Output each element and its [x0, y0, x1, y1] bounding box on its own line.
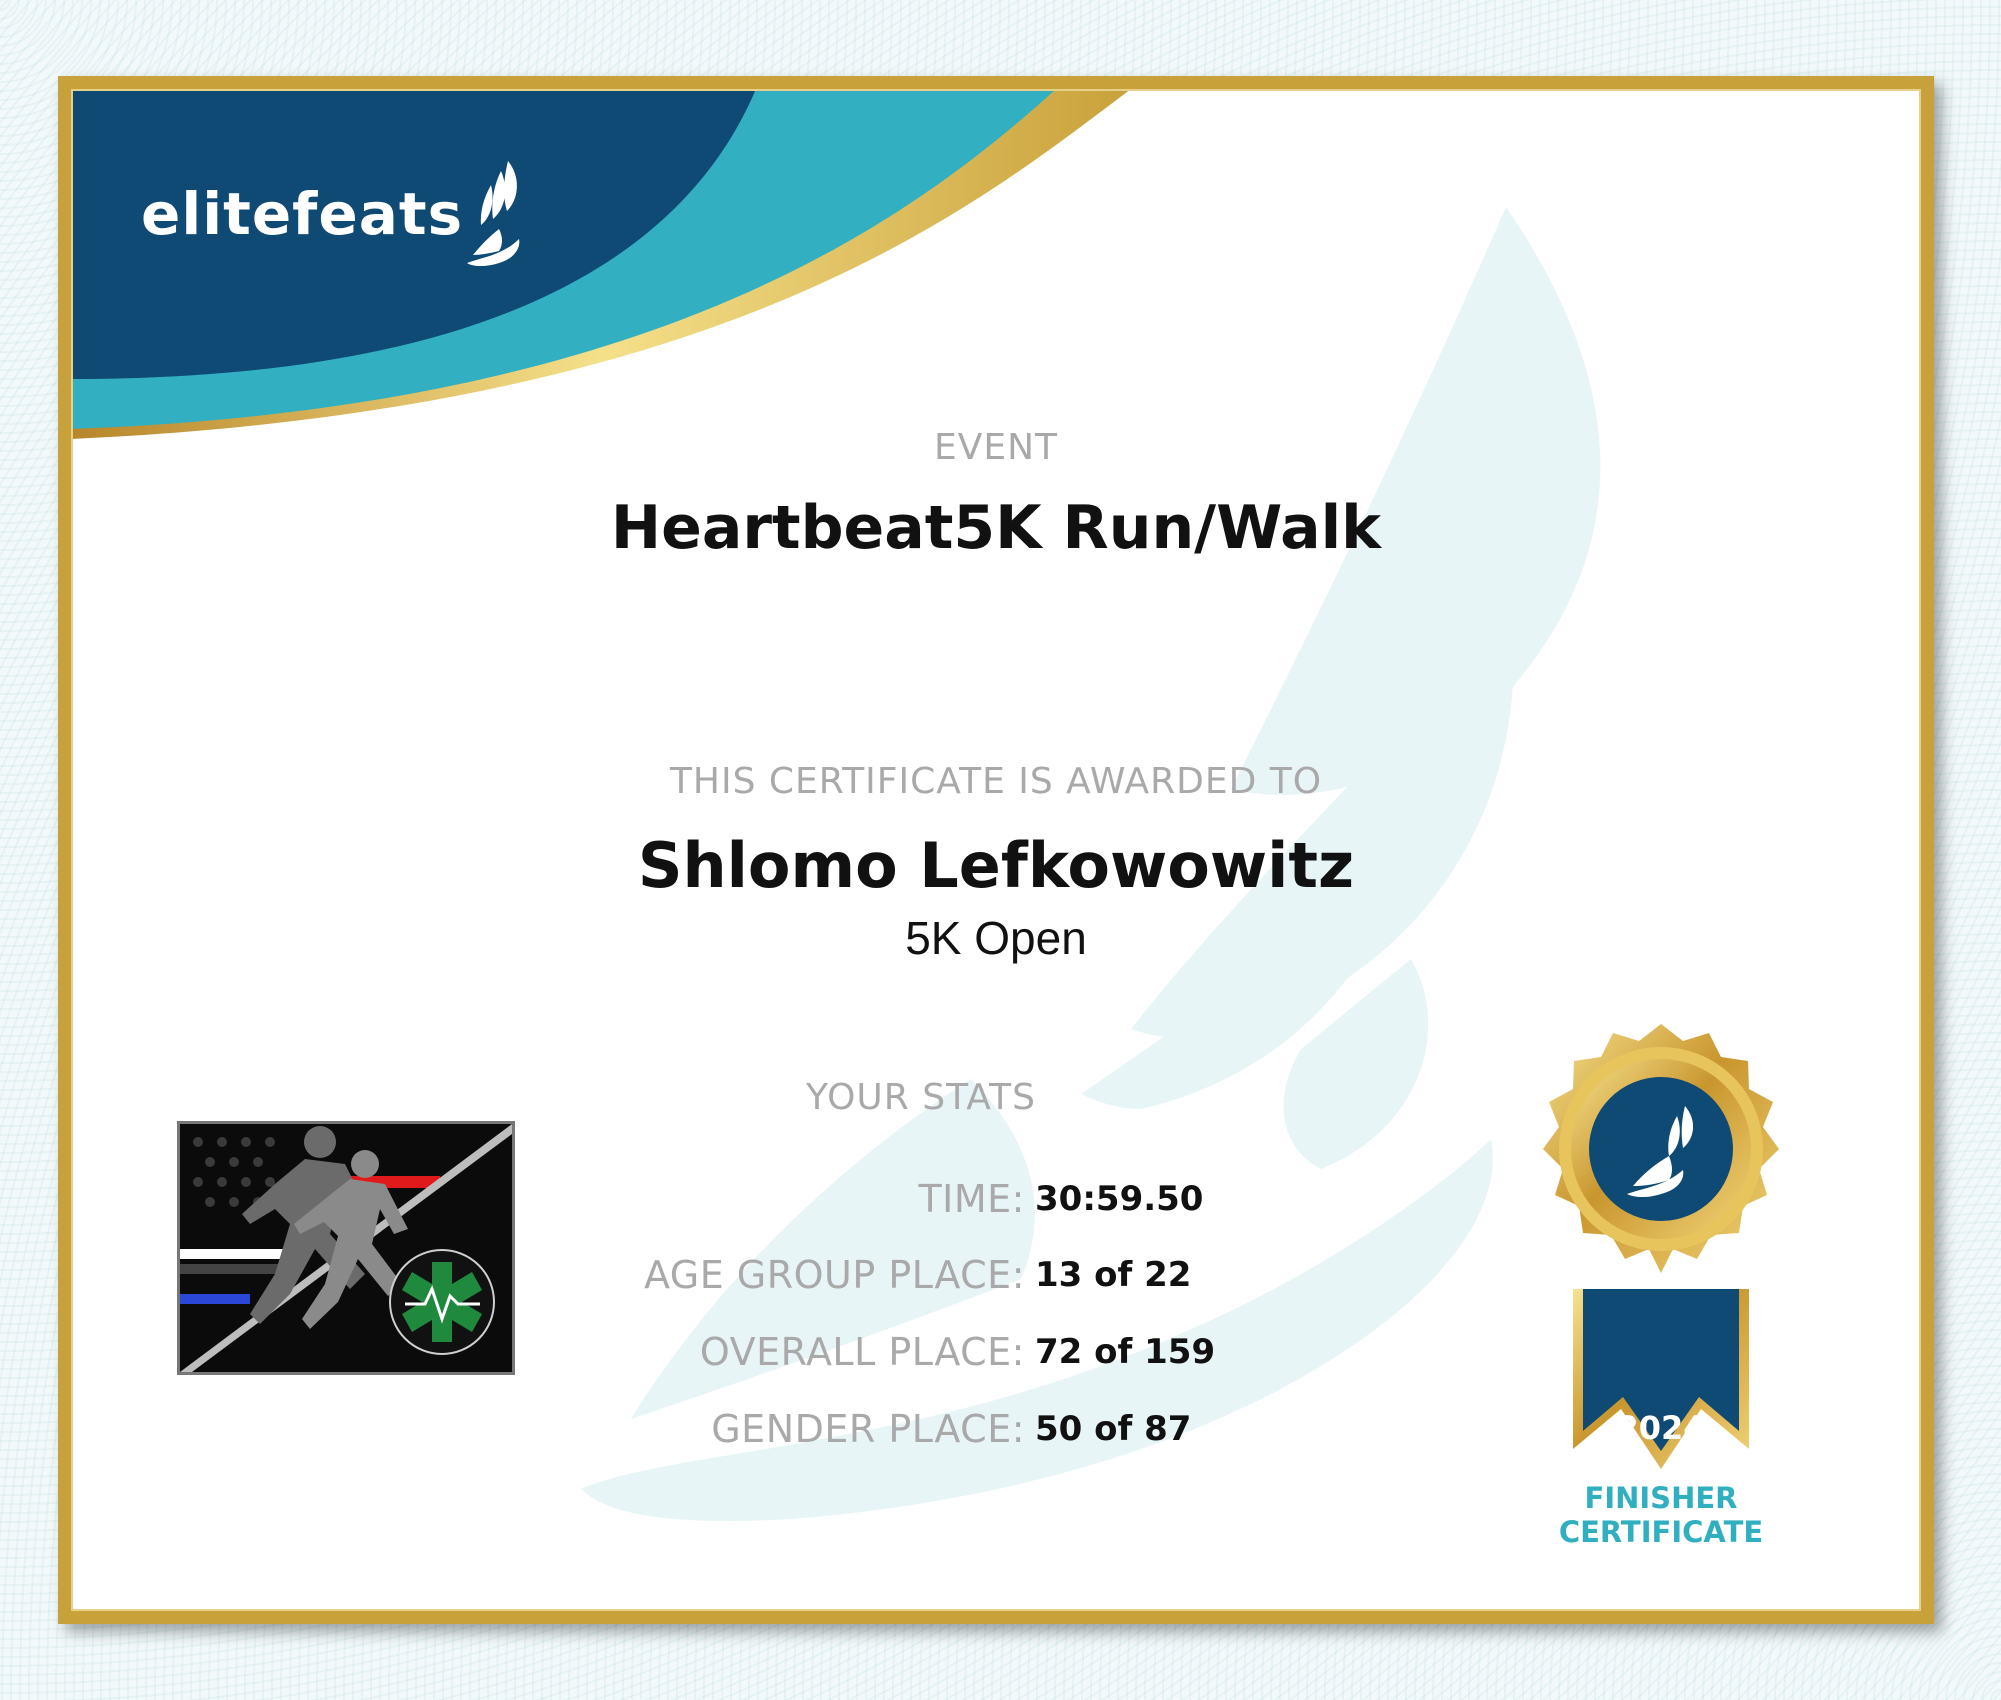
elitefeats-logo: [141, 159, 523, 269]
stat-value: 30:59.50: [1035, 1179, 1204, 1219]
recipient-name: Shlomo Lefkowowitz: [637, 829, 1355, 902]
division-label: 5K Open: [905, 912, 1087, 964]
finisher-caption-line1: FINISHER: [1584, 1481, 1738, 1515]
stat-value: 72 of 159: [1035, 1332, 1216, 1372]
stat-label: AGE GROUP PLACE:: [643, 1253, 1025, 1297]
winged-shoe-icon: [463, 159, 523, 269]
stat-label: TIME:: [918, 1177, 1025, 1221]
finisher-caption: [1501, 1481, 1821, 1549]
running-flag-logo-icon: [180, 1124, 512, 1372]
stats-title: YOUR STATS: [806, 1077, 1036, 1118]
medal-year: 2024: [1616, 1409, 1706, 1447]
stat-label: OVERALL PLACE:: [699, 1330, 1025, 1374]
event-label: EVENT: [933, 427, 1059, 468]
finisher-caption-line2: CERTIFICATE: [1558, 1515, 1764, 1549]
stat-value: 13 of 22: [1035, 1255, 1192, 1295]
stat-label: GENDER PLACE:: [711, 1407, 1025, 1451]
brand-name: elitefeats: [141, 180, 464, 248]
certificate: [58, 76, 1934, 1624]
stat-value: 50 of 87: [1035, 1409, 1192, 1449]
awarded-to-label: THIS CERTIFICATE IS AWARDED TO: [669, 761, 1323, 802]
sponsor-logo: [177, 1121, 515, 1375]
event-title: Heartbeat5K Run/Walk: [610, 493, 1382, 563]
